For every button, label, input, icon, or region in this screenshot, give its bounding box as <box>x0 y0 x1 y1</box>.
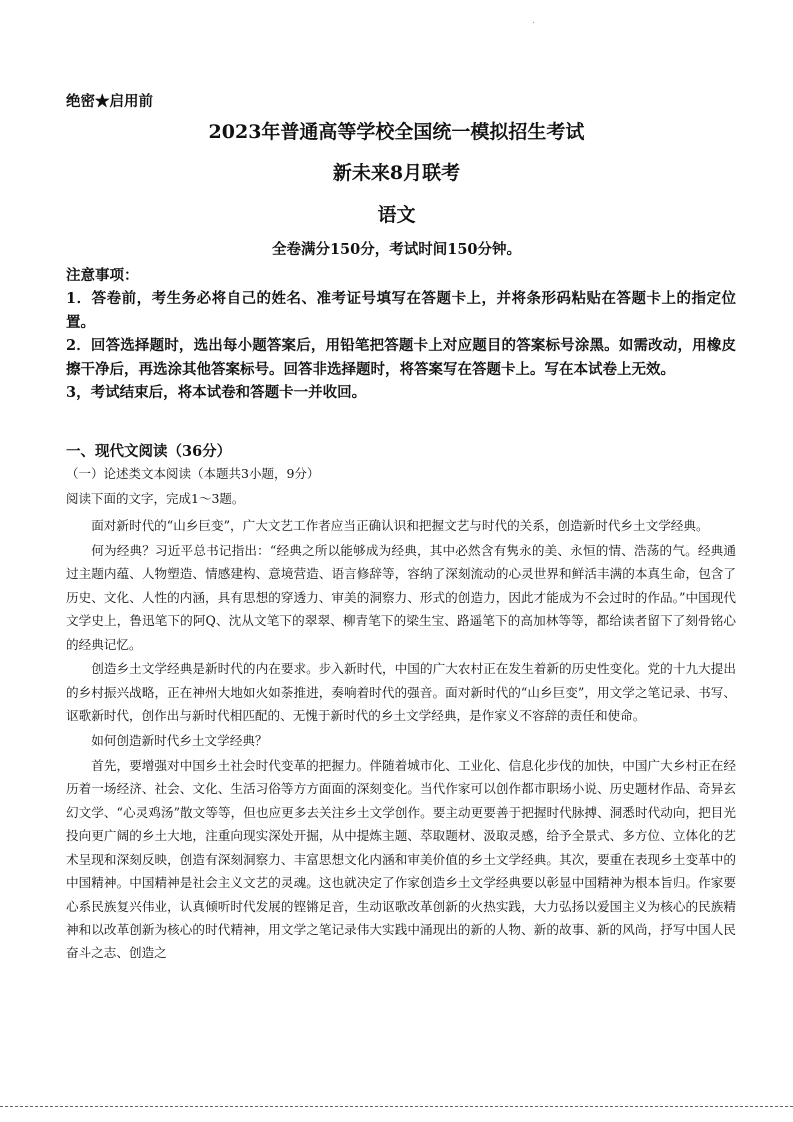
section-subheading: （一）论述类文本阅读（本题共3小题，9分） <box>66 466 320 481</box>
page-bottom-divider <box>0 1106 793 1107</box>
score-time-info: 全卷满分150分，考试时间150分钟。 <box>271 241 522 258</box>
reading-instruction: 阅读下面的文字，完成1～3题。 <box>66 491 245 506</box>
exam-subtitle: 新未来8月联考 <box>332 162 461 184</box>
passage-paragraph: 面对新时代的“山乡巨变”，广大文艺工作者应当正确认识和把握文艺与时代的关系，创造新时代乡土文学经典。 <box>91 518 709 533</box>
passage-body <box>66 514 736 966</box>
subject-title: 语文 <box>377 204 416 226</box>
notes-heading: 注意事项： <box>66 267 139 284</box>
passage-paragraph: 何为经典？习近平总书记指出：“经典之所以能够成为经典，其中必然含有隽永的美、永恒的情、浩荡的气。经典通过主题内蕴、人物塑造、情感建构、意境营造、语言修辞等，容纳了深刻流动的心灵世界和鲜活丰满的本真生命，包含了历史、文化、人性的内涵，具有思想的穿透力、审美的洞察力、形式的创造力，因此才能成为不会过时的作品。”中国现代文学史上，鲁迅笔下的阿Q、沈从文笔下的翠翠、柳青笔下的梁生宝、路遥笔下的高加林等等，都给读者留下了刻骨铭心的经典记忆。 <box>66 542 736 652</box>
exam-title: 2023年普通高等学校全国统一模拟招生考试 <box>208 121 585 143</box>
corner-mark: · <box>532 18 536 29</box>
section-heading: 一、现代文阅读（36分） <box>66 443 232 460</box>
passage-paragraph: 如何创造新时代乡土文学经典？ <box>91 733 268 749</box>
note-item: 3，考试结束后，将本试卷和答题卡一并收回。 <box>66 384 367 401</box>
passage-paragraph: 首先，要增强对中国乡土社会时代变革的把握力。伴随着城市化、工业化、信息化步伐的加快，中国广大乡村正在经历着一场经济、社会、文化、生活习俗等方方面面的深刻变化。当代作家可以创作都市职场小说、历史题材作品、奇异玄幻文学、“心灵鸡汤”散文等等，但也应更多去关注乡土文学创作。要主动更要善于把握时代脉搏、洞悉时代动向，把目光投向更广阔的乡土大地，注重向现实深处开掘，从中提炼主题、萃取题材、汲取灵感，给予全景式、多方位、立体化的艺术呈现和深刻反映，创造有深刻洞察力、丰富思想文化内涵和审美价值的乡土文学经典。其次，要重在表现乡土变革中的中国精神。中国精神是社会主义文艺的灵魂。这也就决定了作家创造乡土文学经典要以彰显中国精神为根本旨归。作家要心系民族复兴伟业，认真倾听时代发展的铿锵足音，生动讴歌改革创新的火热实践，大力弘扬以爱国主义为核心的民族精神和以改革创新为核心的时代精神，用文学之笔记录伟大实践中涌现出的新的人物、新的故事、新的风尚，抒写中国人民奋斗之志、创造之 <box>66 758 736 961</box>
note-item: 1．答卷前，考生务必将自己的姓名、准考证号填写在答题卡上，并将条形码粘贴在答题卡上的指定位置。 <box>66 290 736 331</box>
passage-paragraph: 创造乡土文学经典是新时代的内在要求。步入新时代，中国的广大农村正在发生着新的历史性变化。党的十九大提出的乡村振兴战略，正在神州大地如火如荼推进，奏响着时代的强音。面对新时代的“山乡巨变”，用文学之笔记录、书写、讴歌新时代，创作出与新时代相匹配的、无愧于新时代的乡土文学经典，是作家义不容辞的责任和使命。 <box>66 661 736 724</box>
confidential-label: 绝密★启用前 <box>66 93 153 110</box>
note-item: 2．回答选择题时，选出每小题答案后，用铅笔把答题卡上对应题目的答案标号涂黑。如需改动，用橡皮擦干净后，再选涂其他答案标号。回答非选择题时，将答案写在答题卡上。写在本试卷上无效。 <box>66 337 736 378</box>
notes-list <box>66 287 736 405</box>
